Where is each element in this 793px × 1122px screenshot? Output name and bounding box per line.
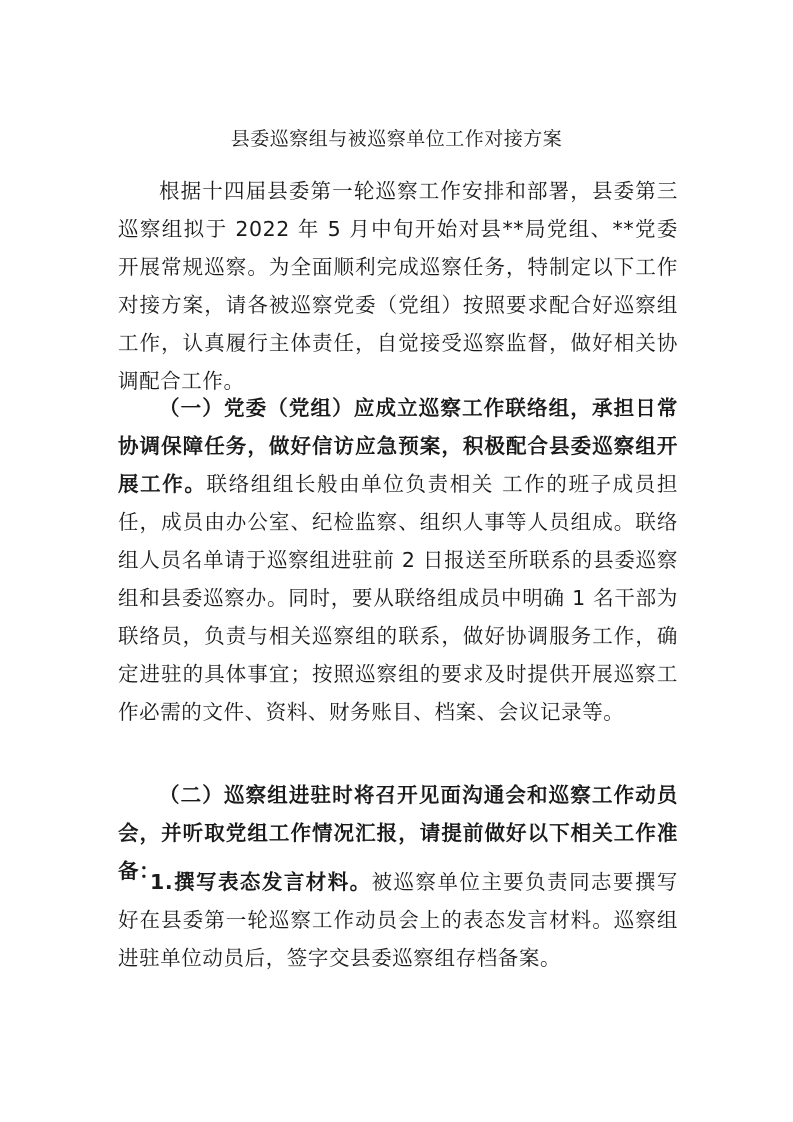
item-1-body: 被巡察单位主要负责同志要撰写好在县委第一轮巡察工作动员会上的表态发言材料。巡察组进驻单位动员后，签字交县委巡察组存档备案。 [118,870,678,970]
section-1-heading: （一）党委（党组）应成立巡察工作联络组，承担日常协调保障任务，做好信访应急预案，积极配合县委巡察组开展工作。 [118,396,678,496]
item-1-heading: 1.撰写表态发言材料。 [150,870,372,894]
section-1-body: 联络组组长般由单位负责相关 工作的班子成员担任，成员由办公室、纪检监察、组织人事等人员组成。联络组人员名单请于巡察组进驻前 2 日报送至所联系的县委巡察组和县委巡察办。同时，要从联络组成员中明确 1 名干部为联络员，负责与相关巡察组的联系，做好协调服务工作，确定进驻的具体事宜；按照巡察组的要求及时提供开展巡察工作必需的文件、资料、财务账目、档案、会议记录等。 [118,472,678,724]
section-1-paragraph [118,389,678,731]
section-2-heading: （二）巡察组进驻时将召开见面沟通会和巡察工作动员会，并听取党组工作情况汇报，请提前做好以下相关工作准备： [118,783,678,883]
intro-paragraph: 根据十四届县委第一轮巡察工作安排和部署，县委第三巡察组拟于 2022 年 5 月中旬开始对县**局党组、**党委开展常规巡察。为全面顺利完成巡察任务，特制定以下工作对接方案，请各被巡察党委（党组）按照要求配合好巡察组工作，认真履行主体责任，自觉接受巡察监督，做好相关协调配合工作。 [118,179,678,393]
document-title: 县委巡察组与被巡察单位工作对接方案 [230,128,563,150]
item-1-paragraph [118,863,678,977]
